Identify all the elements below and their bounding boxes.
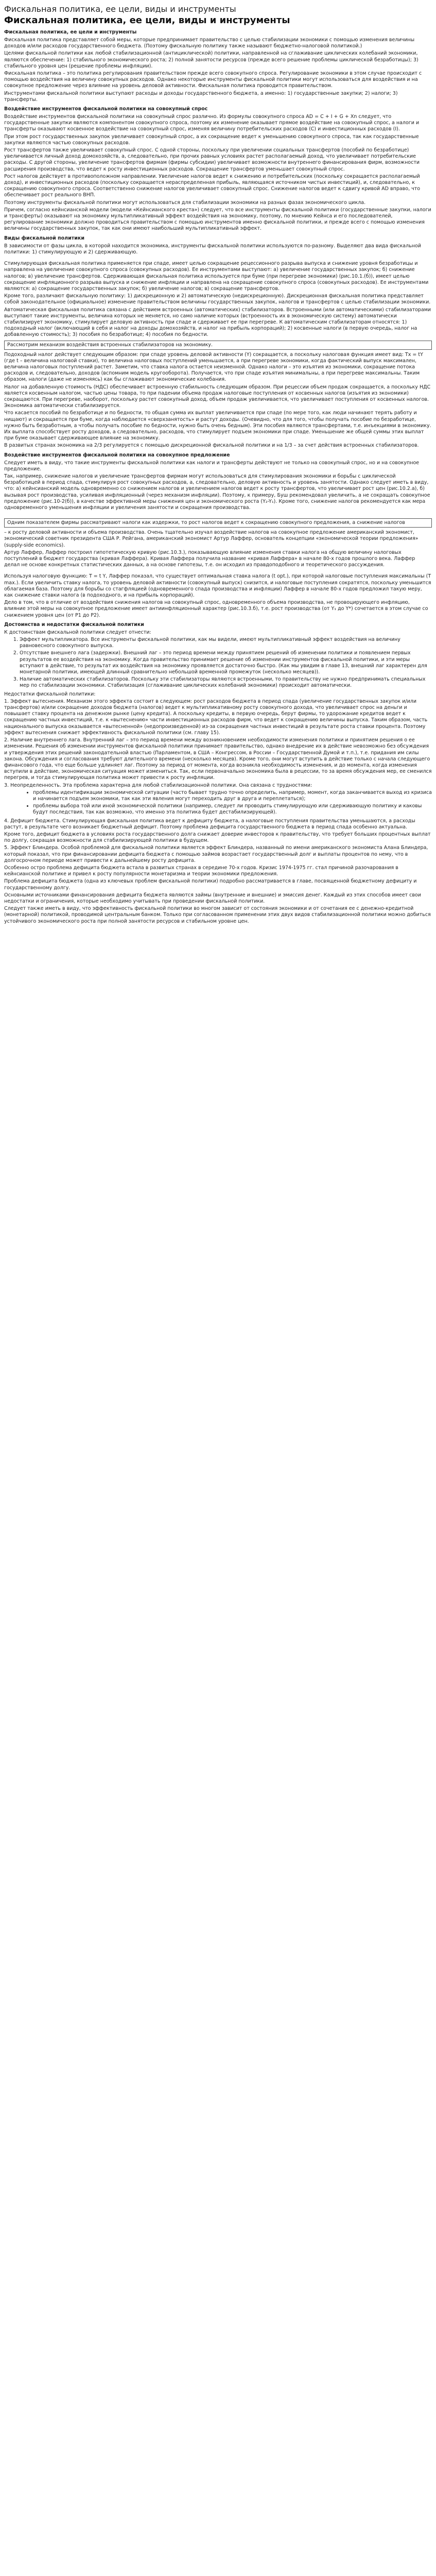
paragraph: Что касается пособий по безработице и по бедности, то общая сумма их выплат увеличивается при спаде (по мере того, как люди начинают терять работу и нищают) и сокращается при буме, когда наблюдается «сверхзанятость» и растут доходы. (Очевидно, что для того, чтобы получать пособие по безработице, нужно быть безработным, а чтобы получать пособие по бедности, нужно быть очень бедным). Эти пособия являются трансфертами, т.е. инъекциями в экономику. Их выплата способствует росту доходов, а следовательно, расходов, что стимулирует подъем экономики при спаде. Уменьшение же общей суммы этих выплат при буме оказывает сдерживающее влияние на экономику. [4,410,431,442]
paragraph: 4. Дефицит бюджета. Стимулирующая фискальная политика ведет к дефициту бюджета, а налоговые поступления правительства уменьшаются, а расходы растут, в результате чего возникает бюджетный дефицит. Поэтому проблема дефицита государственного бюджета в период спада особенно актуальна. [4,818,415,830]
paragraph: В развитых странах экономика на 2/3 регулируется с помощью дискреционной фискальной политики и на 1/3 – за счет действия встроенных стабилизаторов. [4,443,419,449]
list-item: • проблемы идентификации экономической ситуации (часто бывает трудно точно определить, например, момент, когда заканчивается выход из кризиса и начинается подъем экономики, так как эти явления могут переходить друг в друга и переплетаться); [33,790,432,802]
page-title: Фискальная политика, ее цели, виды и инструменты [4,15,290,26]
paragraph: Дело в том, что в отличие от воздействия снижения налогов на совокупный спрос, одновременного объема производства, не провоцирующего инфляцию, влияние этой меры на совокупное предложение имеет антиинфляционный характер (рис.10.3.б), т.е. рост производства (от Y₁ до Y*) сочетается в этом случае со снижением уровня цен (от P1 до P2). [4,600,428,618]
paragraph: 5. Эффект Блиндера. Особой проблемой для фискальной политики является эффект Блиндера, названный по имени американского экономиста Алана Блиндера, который показал, что при финансировании дефицита бюджета с помощью займов возрастает государственный долг и выплаты процентов по нему, что в долгосрочном периоде может привести к дальнейшему росту дефицита. [4,845,428,863]
breadcrumb: Фискальная политика, ее цели, виды и инструменты [4,4,236,14]
paragraph: Инструментами фискальной политики выступают расходы и доходы государственного бюджета, а именно: 1) государственные закупки; 2) налоги; 3) трансферты. [4,90,398,103]
advantages-list [4,637,432,689]
section-pros-cons [4,622,432,925]
list-item: 3. Наличие автоматических стабилизаторов. Поскольку эти стабилизаторы являются встроенными, то правительству не нужно предпринимать специальных мер по стабилизации экономики. Стабилизация (сглаживание циклических колебаний экономики) происходит автоматически. [20,676,432,689]
section-heading: Фискальная политика, ее цели и инструменты [4,29,137,35]
paragraph: Рост трансфертов также увеличивает совокупный спрос. С одной стороны, поскольку при увеличении социальных трансфертов (пособий по безработице) увеличивается личный доход домохозяйств, а, следовательно, при прочих равных условиях растет располагаемый доход, что увеличивает потребительские расходы. С другой стороны, увеличение трансфертов фирмам (фирмы субсидии) увеличивает возможности внутреннего финансирования фирм, возможности расширения производства, что ведет к росту инвестиционных расходов. Сокращение трансфертов уменьшает совокупный спрос. [4,147,420,172]
paragraph: Поэтому инструменты фискальной политики могут использоваться для стабилизации экономики на разных фазах экономического цикла. [4,199,366,206]
paragraph: Артур Лаффер, Лаффер построил гипотетическую кривую (рис.10.3.), показывающую влияние изменения ставки налога на общую величину налоговых поступлений в бюджет государства (кривая Лаффера). Кривая Лаффера получила название «кривая Лаффера» в начале 80-х годов прошлого века. Лаффер делал не основе конкретных статистических данных, а на основе гипотезы, т.е. он исходил из правдоподобного и теоретического рассуждения. [4,549,415,568]
paragraph: Рост налогов действует в противоположном направлении. Увеличение налогов ведет к снижению и потребительских (поскольку сокращается располагаемый доход), и инвестиционных расходов (поскольку сокращается нераспределенная прибыль, являющаяся источником чистых инвестиций), и, следовательно, к сокращению совокупного спроса. Соответственно снижение налогов увеличивает совокупный спрос. Снижение налогов ведет к сдвигу кривой AD вправо, что обеспечивает рост реального ВНП. [4,173,421,198]
list-item: • проблемы выбора той или иной экономической политики (например, следует ли проводить стимулирующую или сдерживающую политику и каковы будут последствия, так как возможно, что именно эта политика будет дестабилизирующей). [33,803,432,816]
spacer [4,569,432,573]
section-types [4,235,432,449]
paragraph: Кроме того, различают фискальную политику: 1) дискреционную и 2) автоматическую (недискреционную). Дискреционная фискальная политика представляет собой законодательное (официальное) изменение правительством величины государственных закупок, налогов и трансфертов с целью стабилизации экономики. [4,293,431,306]
paragraph: Налог на добавленную стоимость (НДС) обеспечивает встроенную стабильность следующим образом. При рецессии объем продаж сокращается, а поскольку НДС является косвенным налогом, частью цены товара, то при падении объема продаж налоговые поступления от косвенных налогов (изъятия из экономики) сокращаются. При перегреве, наоборот, поскольку растет совокупный доход, объем продаж увеличивается, что увеличивает поступления от косвенных налогов. Экономика автоматически стабилизируется. [4,384,431,409]
paragraph: Стимулирующая фискальная политика применяется при спаде, имеет целью сокращение рецессионного разрыва выпуска и снижение уровня безработицы и направлена на увеличение совокупного спроса (совокупных расходов). Ее инструментами выступают: а) увеличение государственных закупок; б) снижение налогов; в) увеличение трансфертов. Сдерживающая фискальная политика используется при буме (при перегреве экономики) (рис.10.1.(б)), имеет целью сокращение инфляционного разрыва выпуска и снижение инфляции и направлена на сокращение совокупного спроса (совокупных расходов). Ее инструментами являются: а) сокращение государственных закупок; б) увеличение налогов; в) сокращение трансфертов. [4,261,429,292]
paragraph: Следует также иметь в виду, что эффективность фискальной политики во многом зависит от состояния экономики и от сочетания ее с денежно-кредитной (монетарной) политикой, проводимой центральным банком. Только при согласованном применении этих двух видов стабилизационной политики можно добиться устойчивого экономического роста при полной занятости ресурсов и стабильном уровне цен. [4,906,431,924]
page [0,0,436,925]
list-item: 1. Эффект мультипликатора. Все инструменты фискальной политики, как мы видели, имеют мультипликативный эффект воздействия на величину равновесного совокупного выпуска. [20,637,432,649]
section-heading: Воздействие инструментов фискальной политики на совокупное предложение [4,452,230,458]
paragraph: Так, например, снижение налогов и увеличение трансфертов фирмам могут использоваться для стимулирования экономики и борьбы с циклической безработицей в период спада, стимулируя рост совокупных расходов, а, следовательно, деловую активность и уровень занятости. Однако следует иметь в виду, что: а) кейнсианский модель одновременно со снижением налогов и увеличением налогов ведет к росту трансфертов, что увеличивает рост цен (рис.10.2.а), б) вызывая рост производства, усиливая инфляционный (через механизм инфляции). Поэтому, к примеру, Буш рекомендовал увеличить, а не сокращать совокупное предложение (рис.10-2(б)), в качестве эффективной меры снижения цен и экономического роста (Y₂-Y₁). Кроме того, снижение налогов рекомендуется как мера одновременного уменьшения инфляции и увеличения занятости и сокращения производства. [4,473,430,511]
section-aggregate-supply [4,452,432,619]
paragraph: Автоматическая фискальная политика связана с действием встроенных (автоматических) стабилизаторов. Встроенными (или автоматическими) стабилизаторами выступают такие инструменты, величина которых не меняется, но само наличие которых (встроенность их в экономическую систему) автоматически стабилизирует экономику, стимулирует деловую активность при спаде и сдерживает ее при перегреве. К автоматическим стабилизаторам относятся: 1) подоходный налог (включающий в себя и налог на доходы домохозяйств, и налог на прибыль корпораций); 2) косвенные налоги (в первую очередь, налог на добавленную стоимость); 3) пособия по безработице; 4) пособия по бедности. [4,307,431,338]
paragraph: Кроме того, дефицит бюджета в условиях роста государственного долга снижает доверие инвесторов к правительству, что требует больших процентных выплат по долгу, сокращая возможности для стабилизирующей политики в будущем. [4,831,431,844]
paragraph: Используя налоговую функцию: T = t Y, Лаффер показал, что существует оптимальная ставка налога (t opt.), при которой налоговые поступления максимальны (T max.). Если увеличить ставку налога, то уровень деловой активности (совокупный выпуск) снизится, и налоговые поступления сократятся, поскольку уменьшится облагаемая база. Поэтому для борьбы со стагфляцией (одновременного спада производства и инфляции) Лаффер в начале 80-х годов предложил такую меру, как снижение ставки налога (в подоходного, и на прибыль корпораций). [4,573,431,599]
paragraph: Воздействие инструментов фискальной политики на совокупный спрос различно. Из формулы совокупного спроса AD = C + I + G + Xn следует, что государственные закупки являются компонентом совокупного спроса, поэтому их изменение оказывает прямое воздействие на совокупный спрос, а налоги и трансферты оказывают косвенное воздействие на совокупный спрос, изменяя величину потребительских расходов (С) и инвестиционных расходов (I). [4,114,420,132]
uncertainty-list [4,790,432,816]
paragraph: 2. Наличие внутреннего лага. Внутренний лаг – это период времени между возникновением необходимости изменения политики и принятием решения о ее изменении. Решения об изменении инструментов фискальной политики принимает правительство, однако внедрение их в действие невозможно без обсуждения и утверждения этих решений законодательной властью (Парламентом, в США – Конгрессом, в России – Государственной Думой и т.п.), т.е. придания им силы закона. Обсуждения и согласования требуют длительного времени (несколько месяцев). Кроме того, они могут вступить в действие только с начала следующего финансового года, что еще больше удлиняет лаг. Поэтому за период от момента, когда возникла необходимость изменения, и до момента, когда изменения вступили в действие, экономическая ситуация может измениться. Так, если первоначально экономика была в рецессии, то за время обсуждения мер, ее сменился перегрев, и тогда стимулирующая политика может привести к росту инфляции. [4,737,432,781]
paragraph: Подоходный налог действует следующим образом: при спаде уровень деловой активности (Y) сокращается, а поскольку налоговая функция имеет вид: Тх = tY (где t – величина налоговой ставки), то величина налоговых поступлений уменьшается, а при перегреве экономики, когда фактический выпуск максимален, величина налоговых поступлений растет. Заметим, что ставка налога остается неизменной. Однако налоги – это изъятия из экономики, сокращение потока расходов и, следовательно, доходов (вспомним модель кругооборота). Получается, что при спаде изъятия минимальны, а при перегреве максимальны. Таким образом, налоги (даже не изменяясь) как бы сглаживают экономические колебания. [4,351,423,383]
section-goals [4,29,432,103]
paragraph: Фискальная политика представляет собой меры, которые предпринимает правительство с целью стабилизации экономики с помощью изменения величины доходов и/или расходов государственного бюджета. (Поэтому фискальную политику также называют бюджетно-налоговой политикой.) [4,37,415,49]
list-item: 2. Отсутствие внешнего лага (задержки). Внешний лаг – это период времени между принятием решений об изменении политики и появлением первых результатов ее воздействия на экономику. Когда правительство принимает решение об изменении инструментов фискальной политики, и эти меры вступают в действие, то результат их воздействия на экономику проявляется достаточно быстро. (Как мы увидим в главе 13, внешний лаг характерен для монетарной политики, имеющей длинный сравнительно небольшой временной промежуток (несколько месяцев)). [20,650,432,675]
paragraph: Особенно остро проблема дефицита бюджета встала в развитых странах в середине 70-х годов. Кризис 1974-1975 гг. стал причиной разочарования в кейнсианской политике и привел к росту популярности монетаризма и теории экономики предложения. [4,865,398,877]
paragraph: – к росту деловой активности и объема производства. Очень тщательно изучал воздействие налогов на совокупное предложение американский экономист, экономический советник президента США Р. Рейгана, американский экономист Артур Лаффер, основатель концепции «экономической теории предложения» (supply-side economics). [4,530,418,548]
paragraph: При этом рост государственных закупок увеличивает совокупный спрос, а их сокращение ведет к уменьшению совокупного спроса, так как государственные закупки являются частью совокупных расходов. [4,133,419,146]
section-aggregate-demand [4,106,432,232]
paragraph: 1. Эффект вытеснения. Механизм этого эффекта состоит в следующем: рост расходов бюджета в период спада (увеличение государственных закупок и/или трансфертов) и/или сокращение доходов бюджета (налогов) ведет к мультипликативному росту совокупного дохода, что увеличивает спрос на деньги и повышает ставку процента на денежном рынке (цену кредита). А поскольку кредиты, в первую очередь, берут фирмы, то удорожание кредитов ведет к сокращению частных инвестиций, т.е. к «вытеснению» части инвестиционных расходов фирм, что ведет к сокращению величины выпуска. Таким образом, часть национального выпуска оказывается «вытесненной» (недопроизведенной) из-за сокращения частных инвестиций в результате роста ставки процента. Поэтому эффект вытеснения снижает эффективность фискальной политики (см. главу 15). [4,698,428,736]
paragraph: Целями фискальной политики как любой стабилизационной (антициклической) политики, направленной на сглаживание циклических колебаний экономики, являются обеспечение: 1) стабильного экономического роста; 2) полной занятости ресурсов (прежде всего решение проблемы циклической безработицы); 3) стабильного уровня цен (решение проблемы инфляции). [4,50,418,69]
spacer [4,257,432,261]
paragraph: Основными источниками финансирования дефицита бюджета являются займы (внутренние и внешние) и эмиссия денег. Каждый из этих способов имеет свои недостатки и ограничения, которые необходимо учитывать при проведении фискальной политики. [4,892,421,904]
paragraph: Проблема дефицита бюджета (одна из ключевых проблем фискальной политики) подробно рассматривается в главе, посвященной бюджетному дефициту и государственному долгу. [4,878,417,891]
section-heading: Виды фискальной политики [4,235,85,241]
spacer [4,512,432,516]
boxed-note: Рассмотрим механизм воздействия встроенных стабилизаторов на экономику. [4,341,432,350]
paragraph: Следует иметь в виду, что такие инструменты фискальной политики как налоги и трансферты действуют не только на совокупный спрос, но и на совокупное предложение. [4,460,420,472]
section-heading: Достоинства и недостатки фискальной политики [4,621,144,628]
paragraph: В зависимости от фазы цикла, в которой находится экономика, инструменты фискальной политики используются по-разному. Выделяют два вида фискальной политики: 1) стимулирующую и 2) сдерживающую. [4,243,422,255]
paragraph: 3. Неопределенность. Эта проблема характерна для любой стабилизационной политики. Она связана с трудностями: [4,782,312,788]
paragraph: Причем, согласно кейнсианской модели (модели «Кейнсианского креста») следует, что все инструменты фискальной политики (государственные закупки, налоги и трансферты) оказывают на экономику мультипликативный эффект воздействия на экономику, поэтому, по мнению Кейнса и его последователей, регулирование экономики должно проводиться правительством с помощью инструментов именно фискальной политики, и прежде всего с помощью изменения величины государственных закупок, так как они имеют наибольший мультипликативный эффект. [4,207,431,232]
boxed-note: Одним показателем фирмы рассматривают налоги как издержки, то рост налогов ведет к сокращению совокупного предложения, а снижение налогов [4,518,432,528]
paragraph: Фискальная политика – это политика регулирования правительством прежде всего совокупного спроса. Регулирование экономики в этом случае происходит с помощью воздействия на величину совокупных расходов. Однако некоторые инструменты фискальной политики могут использоваться для воздействия и на совокупное предложение через влияние на уровень деловой активности. Фискальная политика проводится правительством. [4,71,422,89]
paragraph: К достоинствам фискальной политики следует отнести: [4,629,151,635]
section-heading: Воздействие инструментов фискальной политики на совокупный спрос [4,106,208,112]
paragraph: Недостатки фискальной политики: [4,691,96,697]
